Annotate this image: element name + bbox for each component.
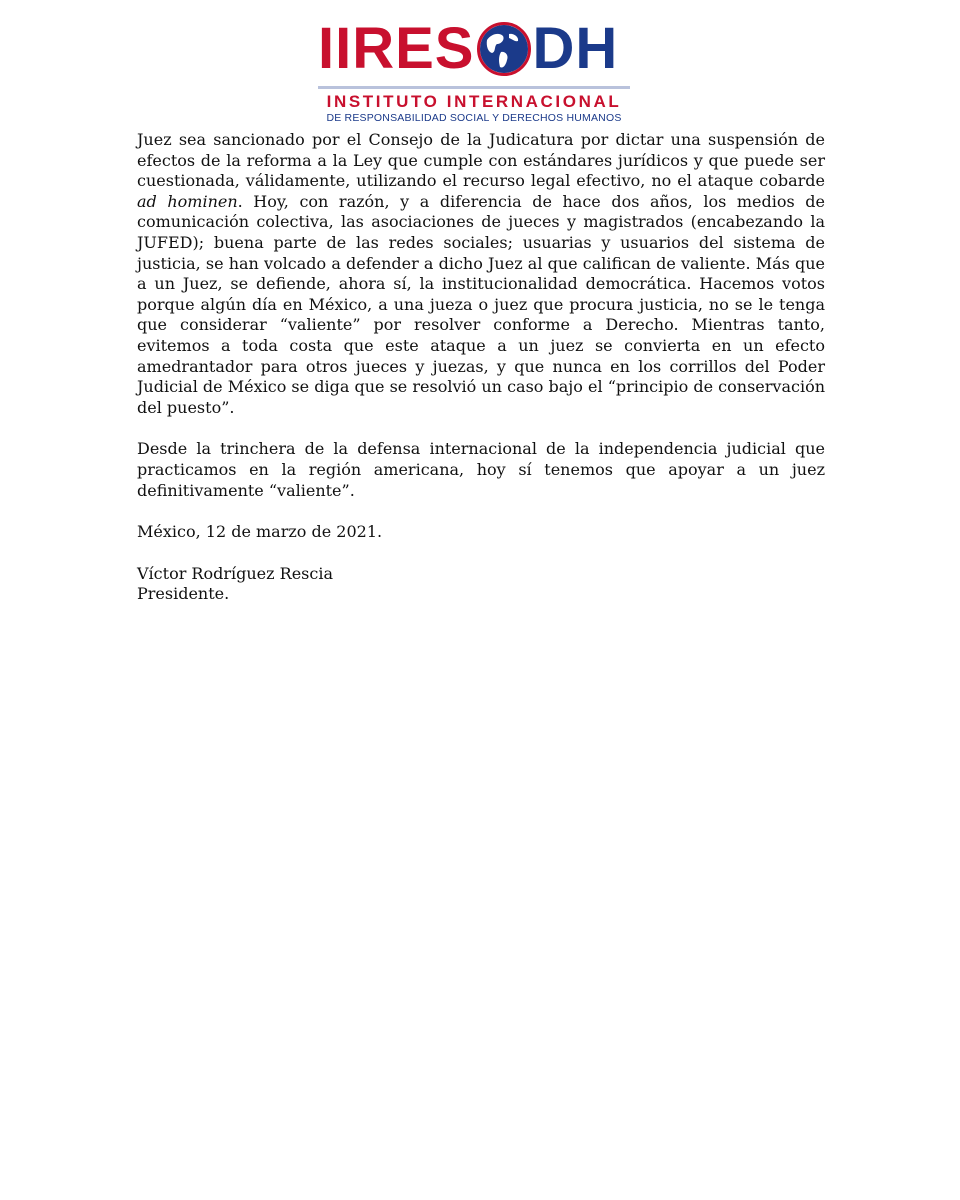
institution-logo (318, 16, 630, 124)
signature-name: Víctor Rodríguez Rescia (137, 563, 333, 583)
paragraph-1-text-a: Juez sea sancionado por el Consejo de la Judicatura por dictar una suspensión de efectos de la reforma a la Ley que cumple con estándares jurídicos y que puede ser cuestionada, válidamente, utilizando el recurso legal efectivo, no el ataque cobarde (137, 130, 825, 191)
logo-letters-right: DH (532, 16, 619, 81)
logo-institute-name: INSTITUTO INTERNACIONAL (326, 92, 622, 111)
date-line: México, 12 de marzo de 2021. (137, 522, 383, 542)
logo-wordmark (318, 18, 630, 80)
paragraph-1-text-b: . Hoy, con razón, y a diferencia de hace dos años, los medios de comunicación colectiva, las asociaciones de jueces y magistrados (encabezando la JUFED); buena parte de las redes sociales; usuarias y usuarios del sistema de justicia, se han volcado a defender a dicho Juez al que califican de valiente. Más que a un Juez, se defiende, ahora sí, la institucionalidad democrática. Hacemos votos porque algún día en México, a una jueza o juez que procura justicia, no se le tenga que considerar “valiente” por resolver conforme a Derecho. Mientras tanto, evitemos a toda costa que este ataque a un juez se convierta en un efecto amedrantador para otros jueces y juezas, y que nunca en los corrillos del Poder Judicial de México se diga que se resolvió un caso bajo el “principio de conservación del puesto”. (137, 191, 825, 417)
logo-letters-left: IIRES (318, 16, 475, 81)
signature-title: Presidente. (137, 584, 230, 604)
paragraph-2: Desde la trinchera de la defensa internacional de la independencia judicial que practicamos en la región americana, hoy sí tenemos que apoyar a un juez definitivamente “valiente”. (137, 439, 825, 500)
paragraph-1-italic: ad hominen (137, 191, 238, 211)
logo-institute-subtitle: DE RESPONSABILIDAD SOCIAL Y DERECHOS HUMANOS (326, 112, 622, 124)
logo-divider (318, 86, 630, 89)
globe-icon (477, 22, 531, 76)
paragraph-1 (137, 130, 825, 418)
letter-body (137, 130, 825, 605)
